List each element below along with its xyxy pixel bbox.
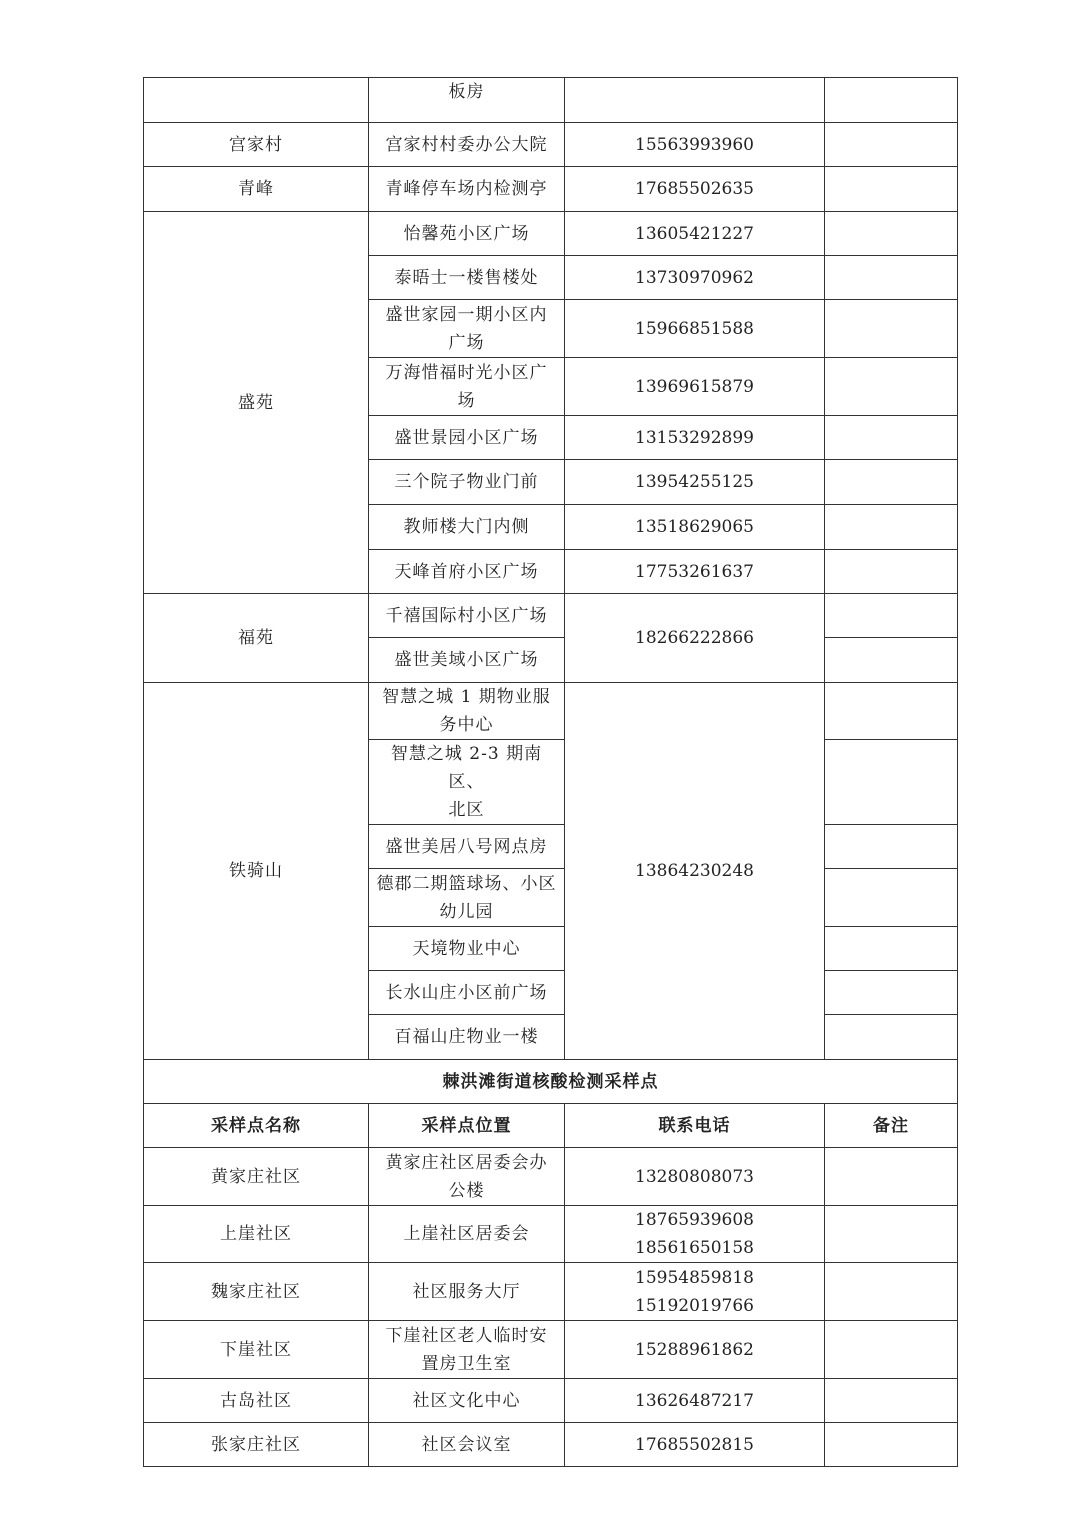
column-header: 联系电话: [565, 1104, 825, 1148]
name-cell: 上崖社区: [144, 1206, 369, 1263]
station-cell: 宫家村: [144, 123, 369, 167]
location-cell: [369, 638, 565, 683]
location-cell: 板房: [369, 78, 565, 123]
table-row: [144, 1148, 958, 1206]
location-line: 社区服务大厅: [412, 1281, 521, 1302]
column-header: 备注: [825, 1104, 958, 1148]
note-cell: [825, 460, 958, 505]
location-line: 怡馨苑小区广场: [403, 223, 530, 244]
phone-cell: [565, 1379, 825, 1423]
note-cell: [825, 212, 958, 256]
location-line: 社区会议室: [421, 1434, 512, 1455]
note-cell: [825, 971, 958, 1015]
phone-cell: [565, 1148, 825, 1206]
phone-cell: 15966851588: [565, 300, 825, 358]
phone-cell: 13518629065: [565, 505, 825, 550]
location-line: 盛世美域小区广场: [394, 650, 539, 670]
note-cell: [825, 869, 958, 927]
location-cell: [369, 594, 565, 638]
location-line: 天境物业中心: [412, 938, 521, 959]
table-row: [144, 1423, 958, 1467]
location-line: 置房卫生室: [421, 1353, 512, 1374]
location-cell: [369, 300, 565, 358]
note-cell: [825, 594, 958, 638]
location-cell: [369, 256, 565, 300]
phone-line: 15192019766: [635, 1295, 754, 1316]
phone-cell: 18266222866: [565, 594, 825, 683]
name-cell: 魏家庄社区: [144, 1263, 369, 1321]
location-cell: [369, 1263, 565, 1321]
phone-line: 18561650158: [635, 1238, 754, 1258]
note-cell: [825, 78, 958, 123]
phone-cell: 13864230248: [565, 683, 825, 1060]
phone-cell: 13954255125: [565, 460, 825, 505]
station-cell: [144, 78, 369, 123]
section-title-row: [144, 1060, 958, 1104]
name-cell: 黄家庄社区: [144, 1148, 369, 1206]
location-cell: [369, 740, 565, 825]
location-line: 盛世景园小区广场: [394, 427, 539, 448]
location-cell: [369, 460, 565, 505]
table-row: [144, 594, 958, 638]
location-cell: [369, 927, 565, 971]
note-cell: [825, 1379, 958, 1423]
location-line: 天峰首府小区广场: [394, 561, 539, 582]
table-row: [144, 1379, 958, 1423]
table-row: [144, 123, 958, 167]
station-cell: 铁骑山: [144, 683, 369, 1060]
location-cell: [369, 550, 565, 594]
note-cell: [825, 416, 958, 460]
note-cell: [825, 358, 958, 416]
note-cell: [825, 927, 958, 971]
location-cell: [369, 1423, 565, 1467]
location-cell: [369, 971, 565, 1015]
location-cell: [369, 505, 565, 550]
phone-cell: 17753261637: [565, 550, 825, 594]
note-cell: [825, 1148, 958, 1206]
sampling-sites-table: [143, 77, 958, 1467]
note-cell: [825, 505, 958, 550]
header-row: [144, 1104, 958, 1148]
location-cell: [369, 1148, 565, 1206]
table-row: [144, 167, 958, 212]
note-cell: [825, 740, 958, 825]
location-cell: [369, 358, 565, 416]
section-title: 棘洪滩街道核酸检测采样点: [144, 1060, 958, 1104]
location-line: 黄家庄社区居委会办: [385, 1152, 548, 1173]
note-cell: [825, 1423, 958, 1467]
phone-cell: [565, 1263, 825, 1321]
table-row: [144, 1206, 958, 1263]
location-line: 三个院子物业门前: [394, 472, 539, 492]
phone-cell: 17685502635: [565, 167, 825, 212]
name-cell: 古岛社区: [144, 1379, 369, 1423]
phone-cell: [565, 1321, 825, 1379]
station-cell: 青峰: [144, 167, 369, 212]
column-header: 采样点名称: [144, 1104, 369, 1148]
table-row: [144, 1263, 958, 1321]
phone-cell: 13730970962: [565, 256, 825, 300]
location-cell: [369, 1206, 565, 1263]
name-cell: 张家庄社区: [144, 1423, 369, 1467]
location-line: 务中心: [439, 715, 494, 735]
note-cell: [825, 300, 958, 358]
note-cell: [825, 825, 958, 869]
location-cell: 青峰停车场内检测亭: [369, 167, 565, 212]
location-line: 幼儿园: [439, 901, 494, 922]
location-cell: [369, 1015, 565, 1060]
location-cell: [369, 1379, 565, 1423]
location-line: 德郡二期篮球场、小区: [376, 873, 557, 894]
note-cell: [825, 1321, 958, 1379]
phone-cell: [565, 1206, 825, 1263]
table-row: [144, 683, 958, 740]
location-line: 智慧之城 1 期物业服: [382, 687, 551, 707]
phone-cell: 15563993960: [565, 123, 825, 167]
phone-line: 17685502815: [635, 1434, 754, 1455]
column-header: 采样点位置: [369, 1104, 565, 1148]
location-line: 盛世家园一期小区内: [385, 304, 548, 325]
table-row: [144, 78, 958, 123]
phone-cell: [565, 1423, 825, 1467]
location-cell: [369, 869, 565, 927]
location-cell: [369, 825, 565, 869]
location-line: 上崖社区居委会: [403, 1224, 530, 1244]
location-line: 万海惜福时光小区广: [385, 362, 548, 383]
location-line: 北区: [448, 800, 485, 820]
location-cell: [369, 1321, 565, 1379]
note-cell: [825, 123, 958, 167]
location-cell: [369, 212, 565, 256]
table-row: [144, 1321, 958, 1379]
location-line: 泰晤士一楼售楼处: [394, 267, 539, 288]
location-line: 下崖社区老人临时安: [385, 1325, 548, 1346]
location-cell: [369, 683, 565, 740]
phone-line: 15954859818: [635, 1267, 754, 1288]
phone-line: 13280808073: [635, 1166, 754, 1187]
station-cell: 福苑: [144, 594, 369, 683]
location-line: 场: [457, 390, 476, 411]
location-cell: [369, 416, 565, 460]
location-line: 盛世美居八号网点房: [385, 836, 548, 857]
location-line: 长水山庄小区前广场: [385, 982, 548, 1003]
note-cell: [825, 256, 958, 300]
note-cell: [825, 1263, 958, 1321]
location-line: 社区文化中心: [412, 1390, 521, 1411]
note-cell: [825, 638, 958, 683]
phone-cell: 13605421227: [565, 212, 825, 256]
note-cell: [825, 550, 958, 594]
location-line: 千禧国际村小区广场: [385, 605, 548, 626]
phone-line: 13626487217: [635, 1390, 754, 1411]
station-cell: 盛苑: [144, 212, 369, 594]
phone-cell: 13969615879: [565, 358, 825, 416]
location-line: 智慧之城 2-3 期南区、: [390, 744, 543, 792]
location-line: 教师楼大门内侧: [403, 517, 530, 537]
note-cell: [825, 167, 958, 212]
phone-cell: 13153292899: [565, 416, 825, 460]
note-cell: [825, 683, 958, 740]
phone-line: 18765939608: [635, 1210, 754, 1230]
location-line: 公楼: [448, 1180, 485, 1201]
phone-line: 15288961862: [635, 1339, 754, 1360]
note-cell: [825, 1206, 958, 1263]
phone-cell: [565, 78, 825, 123]
location-line: 广场: [448, 332, 485, 353]
location-cell: 宫家村村委办公大院: [369, 123, 565, 167]
name-cell: 下崖社区: [144, 1321, 369, 1379]
location-line: 百福山庄物业一楼: [394, 1027, 539, 1047]
table-row: [144, 212, 958, 256]
note-cell: [825, 1015, 958, 1060]
